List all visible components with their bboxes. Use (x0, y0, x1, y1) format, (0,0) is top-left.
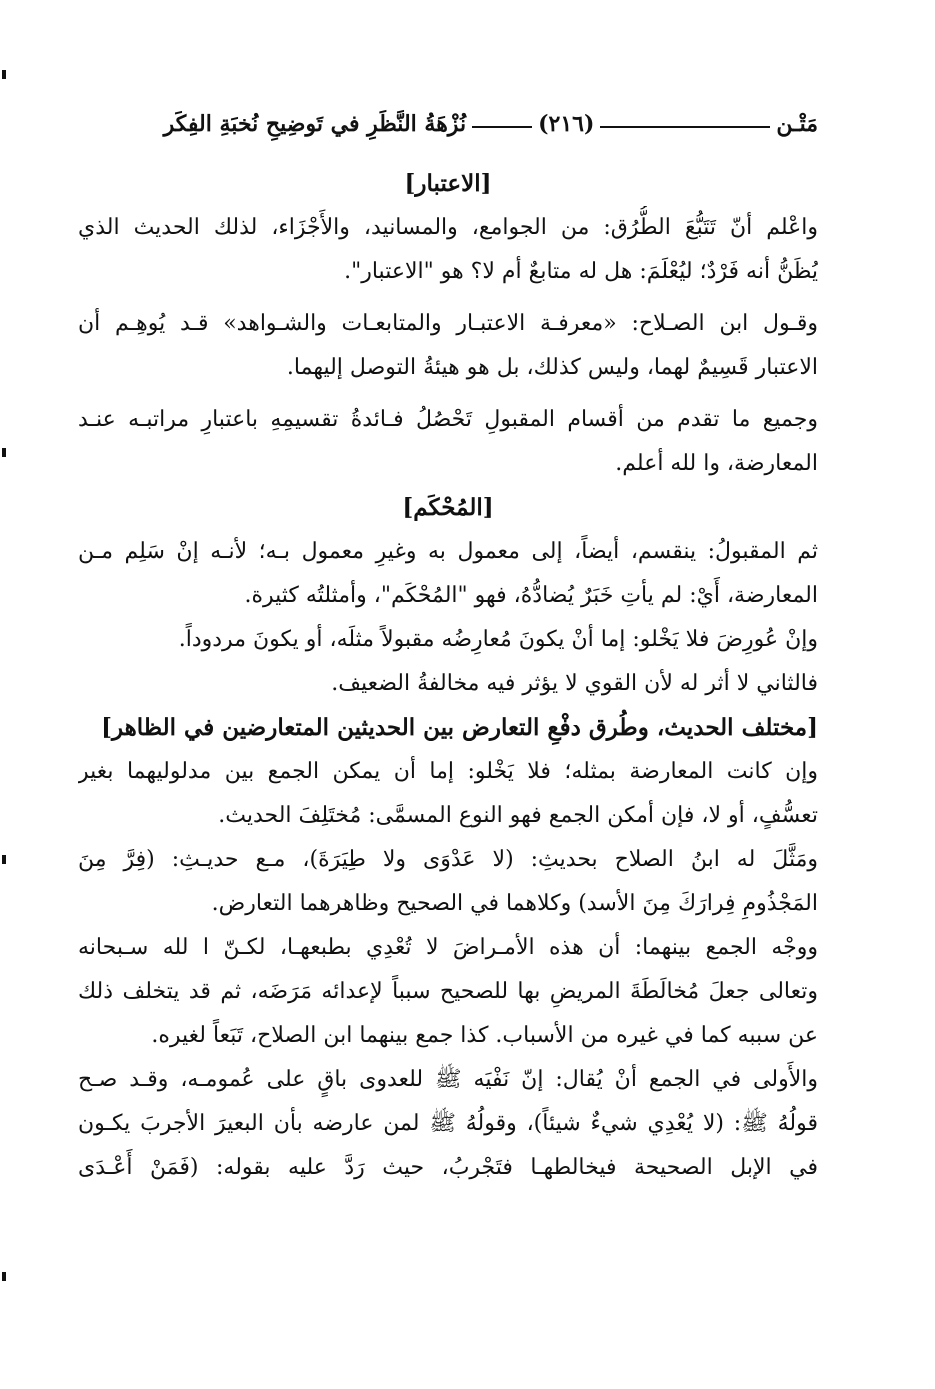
section-heading-mukhtalif: [مختلف الحديث، وطُرق دفْعِ التعارض بين الحديثين المتعارضين في الظاهر] (101, 714, 818, 741)
text-line: فالثاني لا أثر له لأن القوي لا يؤثر فيه مخالفةُ الضعيف. (331, 671, 818, 696)
text-line: وقـول ابن الصـلاح: «معرفـة الاعتبـار والمتابعـات والشـواهد» قـد يُوهِـم أن (78, 311, 818, 336)
text-line: المَجْذُومِ فِرارَكَ مِنَ الأسد) وكلاهما في الصحيح وظاهرهما التعارض. (211, 891, 818, 916)
page-number: (٢١٦) (538, 111, 595, 137)
text-line: في الإبل الصحيحة فيخالطهـا فتَجْربُ، حيث رَدَّ عليه بقوله: (فَمَنْ أَعْـدَى (78, 1155, 818, 1180)
scan-edge-mark (2, 448, 6, 457)
header-rule (472, 126, 532, 128)
text-line: المعارضة، أَيْ: لم يأتِ خَبَرٌ يُضادُّهُ، فهو "المُحْكَم"، وأمثلتُه كثيرة. (244, 583, 818, 608)
text-line: وتعالى جعلَ مُخالَطَةَ المريضِ بها للصحيح سبباً لإعدائه مَرَضَه، ثم قد يتخلف ذلك (78, 979, 818, 1004)
section-heading-muhkam: [المُحْكَم] (402, 494, 494, 521)
main-text (78, 162, 818, 1190)
text-line: الاعتبار قَسِيمٌ لهما، وليس كذلك، بل هو هيئةُ التوصل إليهما. (286, 355, 818, 380)
scan-edge-mark (2, 1272, 6, 1281)
text-line: يُظَنُّ أنه فَرْدٌ؛ ليُعْلَمَ: هل له متابعٌ أم لا؟ هو "الاعتبار". (344, 259, 818, 284)
text-line: ثم المقبولُ: ينقسم، أيضاً، إلى معمول به وغيرِ معمول بـه؛ لأنـه إنْ سَلِم مـن (78, 539, 818, 564)
text-line: وإن كانت المعارضة بمثله؛ فلا يَخْلو: إما أن يمكن الجمع بين مدلوليهما بغير (78, 759, 818, 784)
text-line: ووجْه الجمع بينهما: أن هذه الأمـراضَ لا تُعْدِي بطبعهـا، لكـنّ ا لله سـبحانه (78, 935, 818, 960)
scan-edge-mark (2, 855, 6, 864)
text-line: وإنْ عُورِضَ فلا يَخْلو: إما أنْ يكونَ مُعارِضُه مقبولاً مثلَه، أو يكونَ مردوداً. (178, 627, 818, 652)
text-line: والأَولى في الجمع أنْ يُقال: إنّ نَفْيَه ﷺ للعدوى باقٍ على عُمومـه، وقـد صـح (78, 1067, 818, 1092)
text-line: واعْلم أنّ تَتَبُّعَ الطُّرُق: من الجوامع، والمسانيد، والأَجْزَاء، لذلك الحديث الذي (78, 215, 818, 240)
section-heading-iatibar: [الاعتبار] (404, 170, 492, 197)
text-line: المعارضة، وا لله أعلم. (615, 451, 818, 476)
text-line: عن سببه كما في غيره من الأسباب. كذا جمع بينهما ابن الصلاح، تَبَعاً لغيره. (151, 1023, 818, 1048)
book-title: نُزْهَةُ النَّظَرِ في تَوضِيحِ نُخبَةِ الفِكَر (163, 111, 467, 137)
running-header (80, 104, 818, 144)
header-section-label: مَتْـن (776, 111, 818, 137)
text-line: وجميع ما تقدم من أقسام المقبولِ تَحْصُلُ فـائدةُ تقسيمِهِ باعتبارِ مراتبـه عنـد (78, 407, 818, 432)
header-rule (600, 126, 770, 128)
text-line: ومَثَّلَ له ابنُ الصلاح بحديثِ: (لا عَدْوَى ولا طِيَرَةَ)، مـع حديـثِ: (فِرَّ مِنَ (78, 847, 818, 872)
text-line: تعسُّفٍ، أو لا، فإن أمكن الجمع فهو النوع المسمَّى: مُختَلِفَ الحديث. (218, 803, 818, 828)
text-line: قولُهُ ﷺ: (لا يُعْدِي شيءٌ شيئاً)، وقولُهُ ﷺ لمن عارضه بأن البعيرَ الأجربَ يكـون (78, 1111, 818, 1136)
scan-edge-mark (2, 70, 6, 79)
